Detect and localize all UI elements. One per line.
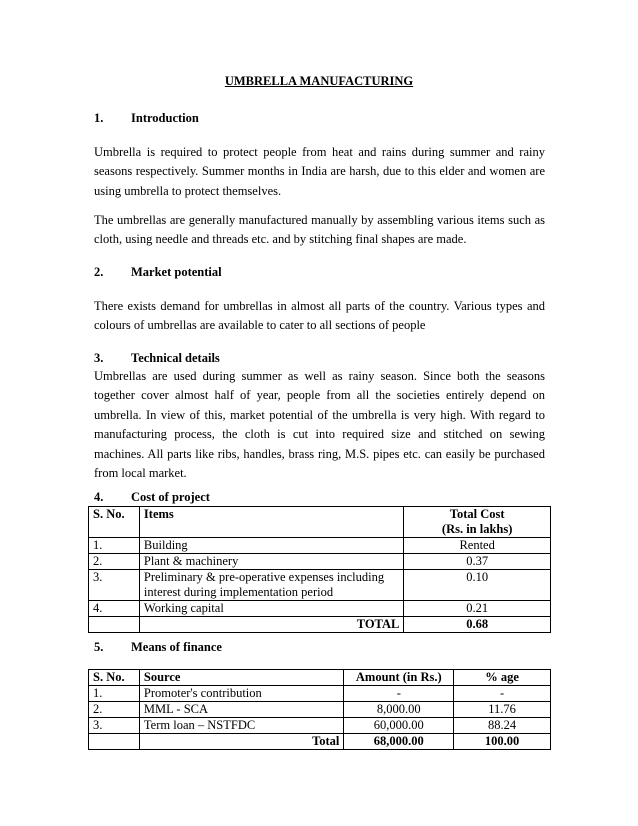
cell-sno: 4.	[89, 601, 140, 617]
header-items: Items	[139, 507, 403, 538]
section-number: 1.	[94, 111, 104, 125]
section-heading-means-of-finance	[94, 640, 222, 655]
table-row	[89, 601, 551, 617]
cell-sno: 2.	[89, 554, 140, 570]
section-title: Market potential	[131, 265, 222, 279]
section-heading-technical-details	[94, 351, 220, 366]
cell-empty	[89, 617, 140, 633]
introduction-paragraph-1: Umbrella is required to protect people from heat and rains during summer and rainy seasons respectively. Summer months in India are harsh, due to this elder and women are using umbrella to protect themselves.	[94, 145, 545, 198]
section-title: Means of finance	[131, 640, 222, 654]
header-sno: S. No.	[89, 507, 140, 538]
document-title: UMBRELLA MANUFACTURING	[224, 74, 414, 88]
cell-percentage: 88.24	[454, 718, 551, 734]
total-label: Total	[139, 734, 343, 750]
table-row	[89, 570, 551, 601]
section-title: Technical details	[131, 351, 220, 365]
section-number: 4.	[94, 490, 104, 504]
section-title: Cost of project	[131, 490, 210, 504]
cell-amount: 60,000.00	[344, 718, 454, 734]
cell-cost: 0.10	[404, 570, 551, 601]
cell-item	[139, 570, 403, 601]
cell-cost: Rented	[404, 538, 551, 554]
cell-percentage: 11.76	[454, 702, 551, 718]
section-heading-introduction	[94, 111, 199, 126]
header-percentage: % age	[454, 670, 551, 686]
means-of-finance-table	[88, 669, 551, 750]
cell-item: Working capital	[139, 601, 403, 617]
cell-item-line2: interest during implementation period	[143, 585, 334, 599]
cell-empty	[89, 734, 140, 750]
header-total-cost-line2: (Rs. in lakhs)	[441, 522, 513, 536]
total-percentage: 100.00	[454, 734, 551, 750]
cell-amount: 8,000.00	[344, 702, 454, 718]
cell-item-line1: Preliminary & pre-operative expenses including	[143, 570, 385, 584]
header-total-cost	[404, 507, 551, 538]
table-row	[89, 554, 551, 570]
cell-item: Building	[139, 538, 403, 554]
table-header-row	[89, 670, 551, 686]
table-row	[89, 538, 551, 554]
table-total-row	[89, 617, 551, 633]
table-row	[89, 718, 551, 734]
cost-of-project-table	[88, 506, 551, 633]
table-header-row	[89, 507, 551, 538]
table-total-row	[89, 734, 551, 750]
header-source: Source	[139, 670, 343, 686]
cell-source: Promoter's contribution	[139, 686, 343, 702]
header-amount: Amount (in Rs.)	[344, 670, 454, 686]
cell-item: Plant & machinery	[139, 554, 403, 570]
cell-cost: 0.21	[404, 601, 551, 617]
section-title: Introduction	[131, 111, 199, 125]
cell-amount: -	[344, 686, 454, 702]
cell-sno: 3.	[89, 718, 140, 734]
table-row	[89, 686, 551, 702]
section-heading-cost-of-project	[94, 490, 210, 505]
section-number: 3.	[94, 351, 104, 365]
section-heading-market-potential	[94, 265, 222, 280]
cell-sno: 3.	[89, 570, 140, 601]
section-number: 5.	[94, 640, 104, 654]
cell-cost: 0.37	[404, 554, 551, 570]
cell-sno: 2.	[89, 702, 140, 718]
introduction-paragraph-2: The umbrellas are generally manufactured manually by assembling various items such as cloth, using needle and threads etc. and by stitching final shapes are made.	[94, 213, 545, 247]
cell-sno: 1.	[89, 538, 140, 554]
header-sno: S. No.	[89, 670, 140, 686]
header-total-cost-line1: Total Cost	[449, 507, 505, 521]
total-amount: 68,000.00	[344, 734, 454, 750]
technical-details-paragraph: Umbrellas are used during summer as well as rainy season. Since both the seasons together cover almost half of year, people from all the societies entirely depend on umbrella. In view of this, market potential of the umbrella is very high. With regard to manufacturing process, the cloth is cut into required size and stitched on sewing machines. All parts like ribs, handles, brass ring, M.S. pipes etc. can easily be purchased from local market.	[94, 369, 545, 481]
section-number: 2.	[94, 265, 104, 279]
cell-source: Term loan – NSTFDC	[139, 718, 343, 734]
total-label: TOTAL	[139, 617, 403, 633]
cell-source: MML - SCA	[139, 702, 343, 718]
table-row	[89, 702, 551, 718]
total-value: 0.68	[404, 617, 551, 633]
cell-percentage: -	[454, 686, 551, 702]
cell-sno: 1.	[89, 686, 140, 702]
market-potential-paragraph: There exists demand for umbrellas in almost all parts of the country. Various types and colours of umbrellas are available to cater to all sections of people	[94, 299, 545, 333]
